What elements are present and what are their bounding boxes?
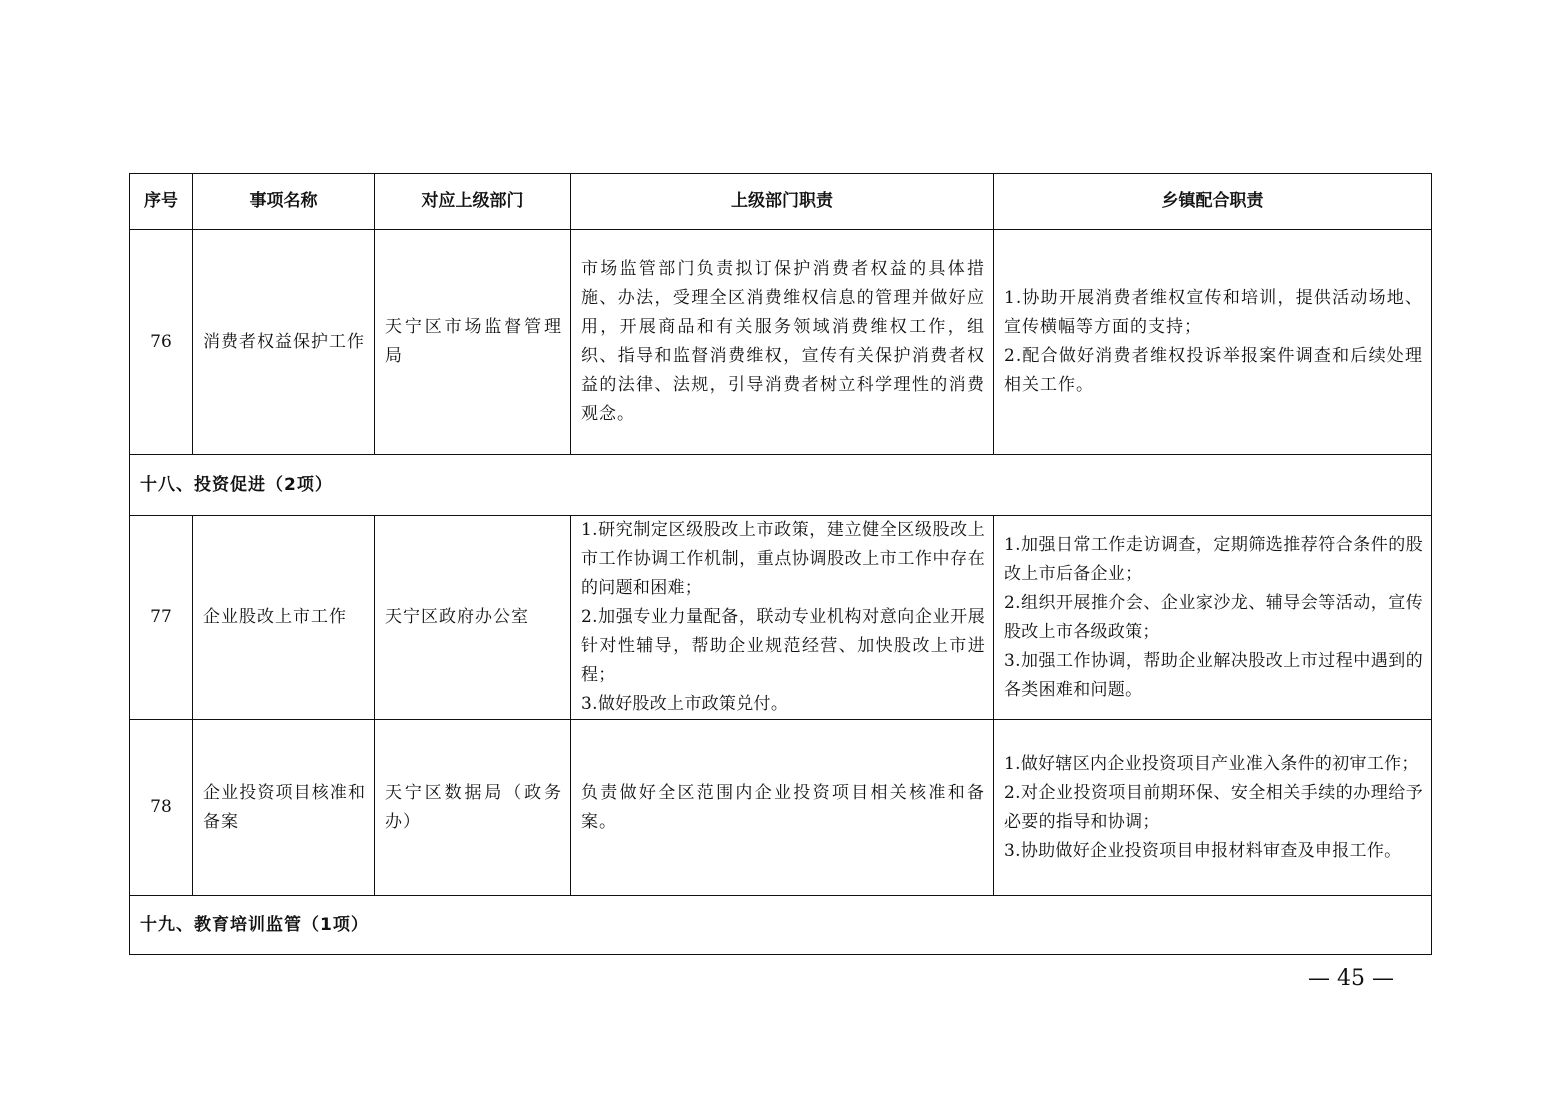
town-duty — [994, 720, 1432, 896]
duty-line: 3.做好股改上市政策兑付。 — [581, 694, 789, 714]
town-duty-line: 2.配合做好消费者维权投诉举报案件调查和后续处理相关工作。 — [1004, 346, 1423, 395]
section-row — [130, 455, 1432, 516]
superior-dept: 天宁区政府办公室 — [375, 516, 571, 720]
table-row — [130, 720, 1432, 896]
town-duty-line: 1.加强日常工作走访调查，定期筛选推荐符合条件的股改上市后备企业； — [1004, 534, 1423, 584]
row-number: 78 — [130, 720, 193, 896]
town-duty — [994, 230, 1432, 455]
section-title-18: 十八、投资促进（2项） — [130, 455, 1432, 516]
header-seq: 序号 — [130, 174, 193, 230]
header-item-name: 事项名称 — [193, 174, 375, 230]
town-duty-line: 2.对企业投资项目前期环保、安全相关手续的办理给予必要的指导和协调； — [1004, 782, 1423, 832]
town-duty-line: 3.加强工作协调，帮助企业解决股改上市过程中遇到的各类困难和问题。 — [1004, 650, 1423, 700]
town-duty-line: 2.组织开展推介会、企业家沙龙、辅导会等活动，宣传股改上市各级政策； — [1004, 592, 1423, 642]
town-duty — [994, 516, 1432, 720]
header-superior-duty: 上级部门职责 — [571, 174, 994, 230]
item-name: 企业股改上市工作 — [193, 516, 375, 720]
table-header-row — [130, 174, 1432, 230]
town-duty-line: 3.协助做好企业投资项目申报材料审查及申报工作。 — [1004, 840, 1402, 861]
superior-dept: 天宁区市场监督管理局 — [375, 230, 571, 455]
superior-duty — [571, 516, 994, 720]
header-superior-dept: 对应上级部门 — [375, 174, 571, 230]
item-name: 消费者权益保护工作 — [193, 230, 375, 455]
header-town-duty: 乡镇配合职责 — [994, 174, 1432, 230]
superior-dept: 天宁区数据局（政务办） — [375, 720, 571, 896]
row-number: 76 — [130, 230, 193, 455]
duty-line: 1.研究制定区级股改上市政策，建立健全区级股改上市工作协调工作机制，重点协调股改上市工作中存在的问题和困难； — [581, 520, 985, 598]
item-name: 企业投资项目核准和备案 — [193, 720, 375, 896]
town-duty-line: 1.做好辖区内企业投资项目产业准入条件的初审工作； — [1004, 753, 1419, 774]
responsibility-table — [129, 173, 1432, 955]
town-duty-line: 1.协助开展消费者维权宣传和培训，提供活动场地、宣传横幅等方面的支持； — [1004, 288, 1423, 337]
table-row — [130, 516, 1432, 720]
superior-duty: 负责做好全区范围内企业投资项目相关核准和备案。 — [571, 720, 994, 896]
duty-line: 2.加强专业力量配备，联动专业机构对意向企业开展针对性辅导，帮助企业规范经营、加快股改上市进程； — [581, 607, 985, 685]
page-number: — 45 — — [1308, 966, 1394, 991]
row-number: 77 — [130, 516, 193, 720]
table-row — [130, 230, 1432, 455]
section-title-19: 十九、教育培训监管（1项） — [130, 896, 1432, 955]
section-row — [130, 896, 1432, 955]
superior-duty: 市场监管部门负责拟订保护消费者权益的具体措施、办法，受理全区消费维权信息的管理并做好应用，开展商品和有关服务领域消费维权工作，组织、指导和监督消费维权，宣传有关保护消费者权益的法律、法规，引导消费者树立科学理性的消费观念。 — [571, 230, 994, 455]
